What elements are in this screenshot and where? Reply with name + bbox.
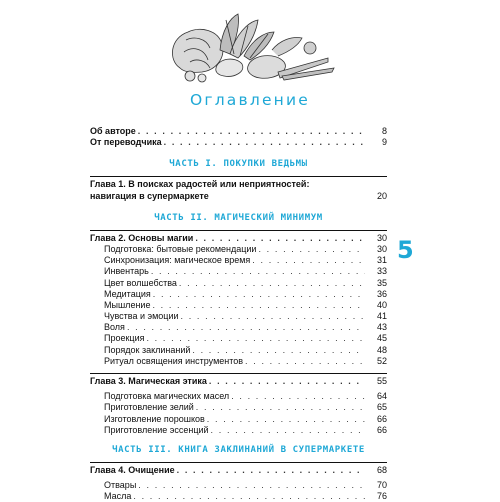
- toc-entry-label: Изготовление порошков: [104, 413, 205, 424]
- chapter-3-block: [90, 373, 387, 436]
- toc-entry-label: Проекция: [104, 333, 145, 344]
- toc-entry-label: Ритуал освящения инструментов: [104, 355, 244, 366]
- chapter-4-block: [90, 462, 387, 502]
- toc-entry-page: 41: [376, 311, 387, 322]
- toc-entry[interactable]: [90, 413, 387, 424]
- toc-entry[interactable]: [90, 491, 387, 502]
- toc-entry[interactable]: [90, 311, 387, 322]
- toc-entry-page: 70: [376, 480, 387, 491]
- toc-entry[interactable]: [90, 277, 387, 288]
- chapter-1-page: 20: [376, 190, 387, 201]
- toc-entry-label: Приготовление эссенций: [104, 424, 209, 435]
- toc-entry[interactable]: [90, 322, 387, 333]
- toc-entry-label: Об авторе: [90, 126, 136, 137]
- toc-entry[interactable]: [90, 402, 387, 413]
- toc-entry-label: Подготовка: бытовые рекомендации: [104, 243, 257, 254]
- leader-dots: [207, 414, 365, 425]
- toc-entry[interactable]: [90, 391, 387, 402]
- toc-entry-label: Глава 3. Магическая этика: [90, 376, 207, 386]
- toc-entry[interactable]: [90, 333, 387, 344]
- toc-entry[interactable]: [90, 425, 387, 436]
- part-1-heading: ЧАСТЬ I. ПОКУПКИ ВЕДЬМЫ: [169, 159, 308, 170]
- toc-entry[interactable]: [90, 480, 387, 491]
- toc-entry-page: 30: [376, 232, 387, 243]
- toc-entry-label: Синхронизация: магическое время: [104, 255, 251, 266]
- toc-entry-chapter-4[interactable]: [90, 465, 387, 476]
- toc-entry[interactable]: [90, 244, 387, 255]
- chapter-1-title-line1: Глава 1. В поисках радостей или неприятностей:: [90, 179, 310, 190]
- leader-dots: [181, 311, 365, 322]
- leader-dots: [153, 289, 365, 300]
- leader-dots: [211, 425, 365, 436]
- table-of-contents: [90, 126, 387, 502]
- toc-entry[interactable]: [90, 266, 387, 277]
- toc-entry-page: 31: [376, 255, 387, 266]
- toc-entry-label: Приготовление зелий: [104, 402, 194, 413]
- toc-entry-page: 43: [376, 322, 387, 333]
- leader-dots: [138, 126, 365, 137]
- toc-entry-label: Подготовка магических масел: [104, 391, 230, 402]
- toc-title: Оглавление: [189, 91, 311, 109]
- toc-entry-page: 66: [376, 413, 387, 424]
- leader-dots: [177, 465, 365, 476]
- leader-dots: [133, 491, 365, 502]
- vegetables-illustration: [160, 10, 340, 84]
- toc-entry-page: 8: [381, 126, 387, 137]
- toc-entry-label: Отвары: [104, 480, 137, 491]
- toc-entry-chapter-2[interactable]: [90, 233, 387, 244]
- toc-entry-label: Глава 4. Очищение: [90, 464, 175, 475]
- leader-dots: [209, 376, 365, 387]
- toc-entry[interactable]: [90, 344, 387, 355]
- toc-entry-label: От переводчика: [90, 137, 162, 148]
- toc-entry-label: Цвет волшебства: [104, 277, 177, 288]
- chapter-1-title-line2: навигация в супермаркете: [90, 190, 209, 201]
- leader-dots: [152, 300, 365, 311]
- toc-entry-page: 68: [376, 464, 387, 475]
- toc-entry-label: Медитация: [104, 288, 151, 299]
- leader-dots: [146, 333, 365, 344]
- toc-entry-label: Мышление: [104, 299, 151, 310]
- toc-entry-page: 9: [381, 137, 387, 148]
- toc-entry-label: Воля: [104, 322, 125, 333]
- leader-dots: [196, 402, 365, 413]
- chapter-1-block[interactable]: [90, 176, 387, 201]
- toc-entry[interactable]: [90, 289, 387, 300]
- toc-entry-page: 64: [376, 391, 387, 402]
- leader-dots: [179, 278, 365, 289]
- toc-entry-page: 45: [376, 333, 387, 344]
- leader-dots: [231, 391, 365, 402]
- leader-dots: [252, 255, 365, 266]
- toc-entry-page: 35: [376, 277, 387, 288]
- toc-entry-page: 33: [376, 266, 387, 277]
- part-2-heading: ЧАСТЬ II. МАГИЧЕСКИЙ МИНИМУМ: [154, 212, 323, 223]
- leader-dots: [151, 266, 365, 277]
- toc-entry-page: 65: [376, 402, 387, 413]
- toc-entry-page: 76: [376, 491, 387, 502]
- toc-entry-label: Порядок заклинаний: [104, 344, 191, 355]
- toc-entry-page: 52: [376, 355, 387, 366]
- leader-dots: [138, 480, 365, 491]
- leader-dots: [245, 356, 365, 367]
- toc-entry-page: 48: [376, 344, 387, 355]
- side-page-number: 5: [397, 236, 414, 264]
- toc-entry-from-translator[interactable]: [90, 137, 387, 148]
- toc-entry[interactable]: [90, 356, 387, 367]
- leader-dots: [127, 322, 365, 333]
- toc-entry-page: 66: [376, 424, 387, 435]
- toc-entry[interactable]: [90, 255, 387, 266]
- toc-entry-about-author[interactable]: [90, 126, 387, 137]
- leader-dots: [258, 244, 365, 255]
- toc-entry-chapter-3[interactable]: [90, 376, 387, 387]
- leader-dots: [192, 345, 365, 356]
- toc-entry-page: 55: [376, 376, 387, 386]
- part-3-heading: ЧАСТЬ III. КНИГА ЗАКЛИНАНИЙ В СУПЕРМАРКЕТЕ: [112, 444, 365, 455]
- toc-entry-page: 40: [376, 299, 387, 310]
- chapter-2-block: [90, 230, 387, 367]
- toc-entry-label: Глава 2. Основы магии: [90, 232, 194, 243]
- toc-entry-label: Масла: [104, 491, 132, 502]
- toc-entry-page: 30: [376, 243, 387, 254]
- toc-entry-page: 36: [376, 288, 387, 299]
- toc-entry-label: Чувства и эмоции: [104, 311, 179, 322]
- leader-dots: [164, 137, 365, 148]
- leader-dots: [195, 233, 365, 244]
- toc-entry[interactable]: [90, 300, 387, 311]
- toc-entry-label: Инвентарь: [104, 266, 149, 277]
